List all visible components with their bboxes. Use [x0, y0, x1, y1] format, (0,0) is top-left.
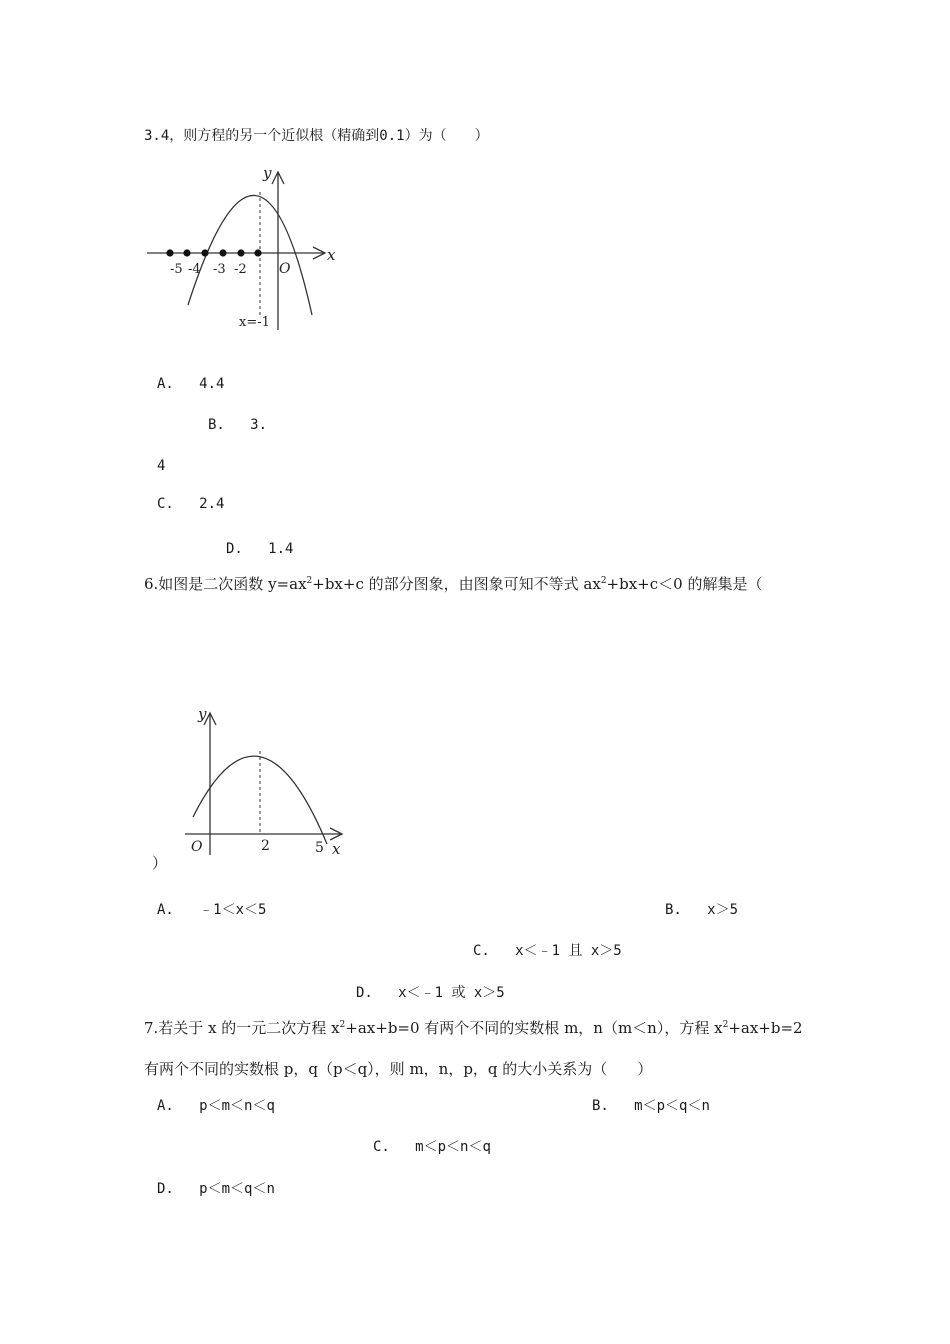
q6-origin-label: O — [191, 839, 203, 855]
option-letter: C. — [373, 1139, 390, 1155]
q7-stem-line1: 7.若关于 x 的一元二次方程 $x^2+ax+b=0$ 有两个不同的实数根 m，n（m＜n），方程 $x^2+ax+b=2$ — [144, 1019, 803, 1037]
q6-tick-label: 5 — [315, 840, 324, 856]
option-value: 3. — [250, 417, 268, 433]
q5-option-b-continuation: 4 — [157, 458, 166, 474]
option-value: p＜m＜n＜q — [199, 1098, 275, 1114]
q5-option-b[interactable] — [208, 415, 267, 435]
q6-stem: 6.如图是二次函数 $y=ax^2+bx+c$ 的部分图象，由图象可知不等式 $ax^2+bx+c<0$ 的解集是（ — [144, 575, 763, 593]
q7-option-c[interactable] — [373, 1137, 491, 1157]
q5-tick-label: -4 — [188, 262, 201, 277]
option-value: m＜p＜q＜n — [634, 1098, 710, 1114]
option-value: 1.4 — [268, 541, 294, 557]
q5-origin-label: O — [279, 261, 291, 277]
option-value: ﹣1＜x＜5 — [199, 902, 267, 918]
option-value: x＜﹣1 或 x＞5 — [398, 985, 505, 1001]
option-letter: A. — [157, 376, 174, 392]
option-value: x＜﹣1 且 x＞5 — [515, 943, 622, 959]
q5-parabola-graph — [145, 160, 345, 335]
q5-option-d[interactable] — [226, 539, 293, 559]
option-value: p＜m＜q＜n — [199, 1181, 275, 1197]
option-value: m＜p＜n＜q — [415, 1139, 491, 1155]
q5-y-axis-label: y — [263, 164, 272, 182]
q6-option-c[interactable] — [473, 941, 622, 961]
option-letter: D. — [356, 985, 373, 1001]
q5-option-c[interactable] — [157, 494, 224, 514]
option-letter: D. — [226, 541, 243, 557]
option-letter: B. — [208, 417, 225, 433]
q5-tick-label: -3 — [213, 262, 226, 277]
q6-tick-label: 2 — [261, 838, 270, 854]
q6-parabola-graph — [180, 705, 355, 858]
option-letter: C. — [157, 496, 174, 512]
q5-tick-label: -2 — [234, 262, 247, 277]
option-letter: D. — [157, 1181, 174, 1197]
option-letter: A. — [157, 1098, 174, 1114]
q6-x-axis-label: x — [332, 840, 341, 858]
q7-stem-line2: 有两个不同的实数根 p，q（p＜q），则 m，n，p，q 的大小关系为（ ） — [144, 1060, 653, 1078]
option-value: x＞5 — [707, 902, 739, 918]
q7-option-a[interactable] — [157, 1096, 275, 1116]
q6-y-axis-label: y — [198, 705, 207, 723]
q5-stem: 3.4，则方程的另一个近似根（精确到0.1）为（ ） — [144, 128, 489, 144]
option-value: 2.4 — [199, 496, 225, 512]
option-letter: B. — [665, 902, 682, 918]
q6-stem-close: ） — [152, 854, 168, 872]
q7-option-d[interactable] — [157, 1179, 275, 1199]
option-value: 4.4 — [199, 376, 225, 392]
q5-x-axis-label: x — [327, 246, 336, 264]
option-letter: B. — [592, 1098, 609, 1114]
q7-option-b[interactable] — [592, 1096, 710, 1116]
option-letter: A. — [157, 902, 174, 918]
q6-option-b[interactable] — [665, 900, 738, 920]
option-letter: C. — [473, 943, 490, 959]
q5-tick-label: -5 — [170, 262, 183, 277]
q6-option-d[interactable] — [356, 983, 505, 1003]
q6-option-a[interactable] — [157, 900, 266, 920]
q5-axis-equation: x=-1 — [239, 315, 270, 330]
q5-option-a[interactable] — [157, 374, 224, 394]
